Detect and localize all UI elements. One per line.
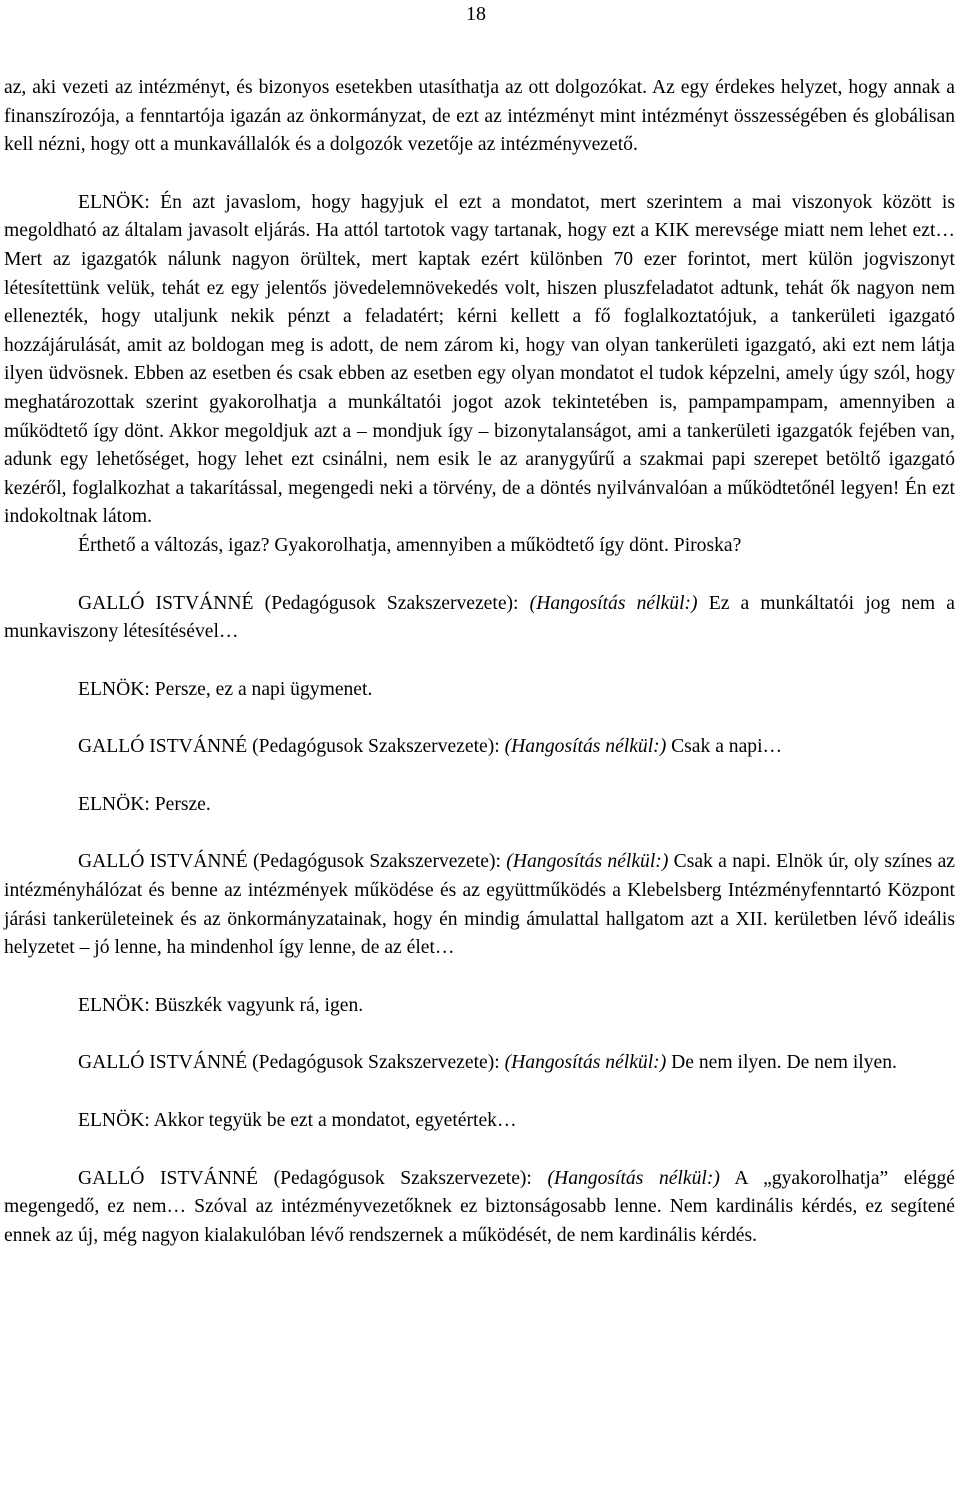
paragraph-gallo-4 [4,1049,955,1078]
speaker-label: GALLÓ ISTVÁNNÉ (Pedagógusok Szakszervezete): [78,851,507,873]
paragraph-elnok-2: ELNÖK: Persze, ez a napi ügymenet. [78,678,373,700]
stage-direction: (Hangosítás nélkül:) [529,592,698,614]
stage-direction: (Hangosítás nélkül:) [504,736,667,758]
paragraph-gallo-3 [4,848,955,962]
speaker-label: GALLÓ ISTVÁNNÉ (Pedagógusok Szakszervezete): [78,1052,505,1074]
stage-direction: (Hangosítás nélkül:) [547,1167,720,1189]
paragraph-elnok-question: Érthető a változás, igaz? Gyakorolhatja, amennyiben a működtető így dönt. Piroska? [78,534,742,556]
paragraph-gallo-5 [4,1165,955,1251]
speaker-label: GALLÓ ISTVÁNNÉ (Pedagógusok Szakszervezete): [78,736,505,758]
paragraph-elnok-3: ELNÖK: Persze. [78,793,211,815]
paragraph-elnok-proposal: ELNÖK: Én azt javaslom, hogy hagyjuk el ezt a mondatot, mert szerintem a mai viszonyok között is megoldható az általam javasolt eljárás. Ha attól tartotok vagy tartanak, hogy ezt a KIK merevsége miatt nem lehet ezt… Mert az igazgatók nálunk nagyon örültek, mert kaptak ezért különben 70 ezer forintot, mert külön jogviszonyt létesítettünk velük, tehát ez egy jelentős jövedelemnövekedés volt, hiszen pluszfeladatot adtunk, tehát ők nagyon nem ellenezték, hogy utaljunk nekik pénzt a feladatért; kérni kellett a fő foglalkoztatójuk, a tankerületi igazgató hozzájárulását, amit az boldogan meg is adott, de nem zárom ki, hogy van olyan tankerületi igazgató, aki ezt nem látja ilyen üdvösnek. Ebben az esetben és csak ebben az esetben egy olyan mondatot el tudok képzelni, amely úgy szól, hogy meghatározottak szerint gyakorolhatja a munkáltatói jogot azok tekintetében is, pampampampam, amennyiben a működtető így dönt. Akkor megoldjuk azt a – mondjuk így – bizonytalanságot, ami a tankerületi igazgatók fejében van, adunk egy lehetőséget, hogy lehet ezt csinálni, nem esik le az aranygyűrű a szakmai papi szerepet betöltő igazgató kezéről, foglalkozhat a takarítással, megengedi neki a törvény, de a döntés nyilvánvalóan a működtetőnél legyen! Én ezt indokoltnak látom. [4,191,955,528]
speech-text: Csak a napi. Elnök úr, oly színes az intézményhálózat és benne az intézmények működése és az együttműködés a Klebelsberg Intézményfenntartó Központ járási tankerületeinek és az önkormányzatainak, hogy én mindig ámulattal hallgatom azt a XII. kerületben lévő ideális helyzetet – jó lenne, ha mindenhol így lenne, de az élet… [4,851,955,959]
paragraph-gallo-1 [4,590,955,647]
speaker-label: GALLÓ ISTVÁNNÉ (Pedagógusok Szakszervezete): [78,1167,548,1189]
speech-text: De nem ilyen. De nem ilyen. [666,1052,897,1074]
paragraph-elnok-5: ELNÖK: Akkor tegyük be ezt a mondatot, egyetértek… [78,1110,517,1132]
document-body [4,74,955,1250]
page-number: 18 [466,3,486,25]
paragraph-gallo-2 [4,733,955,762]
speech-text: Ez a munkáltatói jog nem a munkaviszony létesítésével… [4,592,955,643]
paragraph-continuation: az, aki vezeti az intézményt, és bizonyos esetekben utasíthatja az ott dolgozókat. Az egy érdekes helyzet, hogy annak a finanszírozója, a fenntartója igazán az önkormányzat, de ezt az intézményt mint intézményt összességében és globálisan kell nézni, hogy ott a munkavállalók és a dolgozók vezetője az intézményvezető. [4,77,955,156]
stage-direction: (Hangosítás nélkül:) [506,851,669,873]
speech-text: Csak a napi… [666,736,783,758]
speech-text: A „gyakorolhatja” eléggé megengedő, ez nem… Szóval az intézményvezetőknek ez biztonságosabb lenne. Nem kardinális kérdés, ez segítené ennek az új, még nagyon kialakulóban lévő rendszernek a működését, de nem kardinális kérdés. [4,1167,955,1246]
paragraph-elnok-4: ELNÖK: Büszkék vagyunk rá, igen. [78,994,364,1016]
stage-direction: (Hangosítás nélkül:) [504,1052,667,1074]
speaker-label: GALLÓ ISTVÁNNÉ (Pedagógusok Szakszervezete): [78,592,530,614]
